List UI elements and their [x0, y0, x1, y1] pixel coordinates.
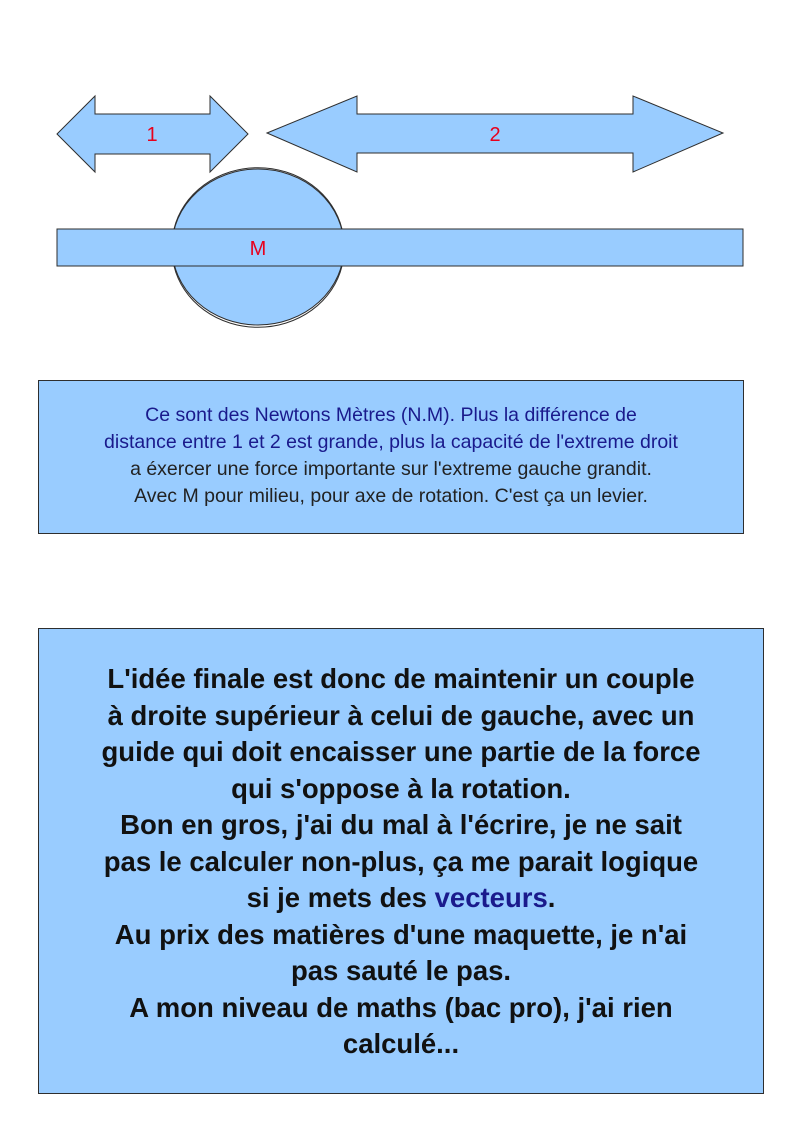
conclusion-line-4: qui s'oppose à la rotation. [231, 772, 571, 804]
conclusion-line-11: calculé... [342, 1028, 460, 1059]
explanation-line-1: Ce sont des Newtons Mètres (N.M). Plus la différence de [145, 404, 637, 426]
explanation-line-2: distance entre 1 et 2 est grande, plus la capacité de l'extreme droit [104, 431, 678, 453]
conclusion-line-3: guide qui doit encaisser une partie de la force [101, 736, 701, 767]
conclusion-line-10: A mon niveau de maths (bac pro), j'ai rien [129, 991, 673, 1023]
explanation-line-4: Avec M pour milieu, pour axe de rotation. C'est ça un levier. [134, 485, 648, 507]
conclusion-line-7-end: . [547, 882, 556, 913]
conclusion-line-5: Bon en gros, j'ai du mal à l'écrire, je ne sait [120, 809, 682, 840]
conclusion-line-1: L'idée finale est donc de maintenir un couple [107, 663, 695, 694]
conclusion-box [38, 628, 764, 1094]
conclusion-line-7 [39, 880, 763, 917]
explanation-line-3: a éxercer une force importante sur l'extreme gauche grandit. [130, 458, 652, 480]
conclusion-line-2: à droite supérieur à celui de gauche, avec un [107, 699, 695, 731]
arrow-right-label: 2 [489, 124, 501, 146]
explanation-box [38, 380, 744, 534]
conclusion-line-7-text: si je mets des [246, 882, 435, 913]
vecteurs-link[interactable]: vecteurs [434, 882, 548, 913]
conclusion-line-9: pas sauté le pas. [290, 955, 512, 986]
fulcrum-label: M [249, 238, 267, 260]
lever-bar [57, 229, 743, 266]
lever-diagram [0, 0, 800, 340]
conclusion-line-6: pas le calculer non-plus, ça me parait logique [103, 845, 699, 877]
conclusion-line-8: Au prix des matières d'une maquette, je n'ai [114, 918, 688, 950]
arrow-left-label: 1 [146, 124, 158, 146]
